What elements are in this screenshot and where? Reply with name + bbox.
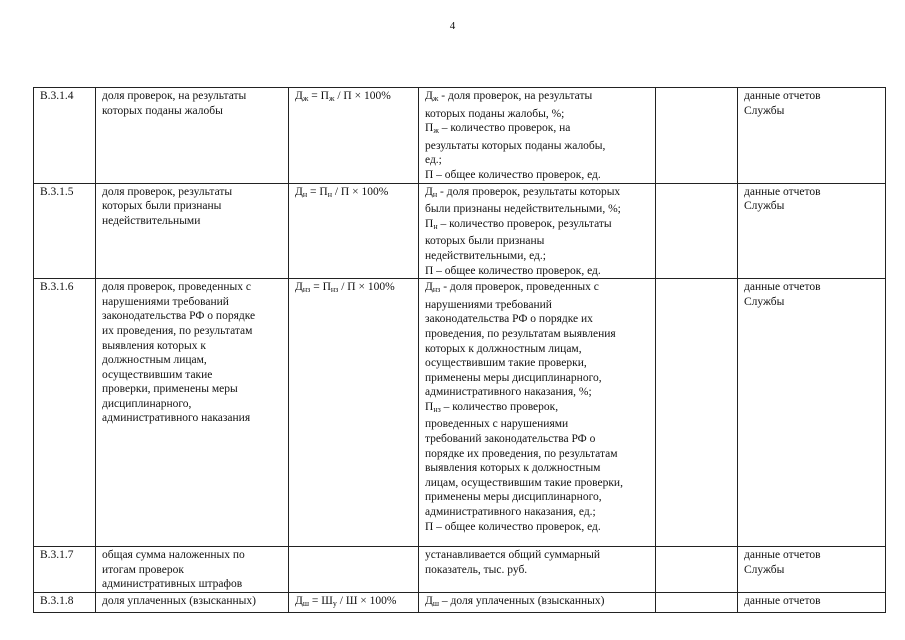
indicator-name-line: которых были признаны — [102, 200, 222, 213]
indicator-code: В.3.1.4 — [40, 90, 74, 102]
formula-lhs-subscript: н — [302, 189, 308, 199]
source-cell — [738, 593, 886, 613]
source-line: Службы — [744, 200, 785, 213]
definition-text: – количество проверок, — [440, 400, 559, 413]
formula-equals: = — [307, 185, 320, 198]
formula-rhs-subscript: нз — [330, 285, 339, 295]
source-line: Службы — [744, 295, 785, 308]
definition-symbol: П — [425, 400, 434, 413]
indicator-name-line: выявления которых к — [102, 339, 206, 352]
formula-rhs: П — [322, 281, 331, 294]
definition-cell — [419, 183, 656, 279]
definition-line — [425, 520, 651, 535]
source-line: данные отчетов — [744, 595, 821, 608]
definition-text: которых были признаны — [425, 235, 545, 248]
definition-line — [425, 153, 651, 168]
definition-line — [425, 327, 651, 342]
indicator-code-cell — [34, 88, 96, 184]
definition-text: П – общее количество проверок, ед. — [425, 264, 601, 277]
formula-rhs: П — [319, 185, 328, 198]
table-row — [34, 279, 886, 547]
indicator-name-line: осуществившим такие — [102, 368, 213, 381]
indicator-name-line: итогам проверок — [102, 563, 184, 576]
formula-rhs-subscript: н — [327, 189, 332, 199]
indicator-name-line: дисциплинарного, — [102, 397, 192, 410]
definition-line — [425, 121, 651, 139]
indicator-name-line: которых поданы жалобы — [102, 104, 223, 117]
definition-line — [425, 249, 651, 264]
definition-line — [425, 400, 651, 418]
formula-lhs: Д — [295, 281, 303, 294]
definition-text: применены меры дисциплинарного, — [425, 491, 602, 504]
definition-line — [425, 139, 651, 154]
formula-lhs-subscript: ж — [302, 94, 309, 103]
definition-line — [425, 417, 651, 432]
definition-text: ед.; — [425, 154, 442, 167]
definition-cell — [419, 88, 656, 184]
indicator-code: В.3.1.8 — [40, 595, 74, 608]
source-line: Службы — [744, 563, 785, 576]
extra-cell — [656, 88, 738, 184]
definition-cell — [419, 593, 656, 613]
indicator-code-cell — [34, 279, 96, 547]
definition-symbol-subscript: ш — [432, 599, 440, 609]
definition-line — [425, 461, 651, 476]
formula-lhs-subscript: нз — [302, 285, 311, 295]
definition-line — [425, 298, 651, 313]
source-line: данные отчетов — [744, 185, 821, 198]
definition-text: устанавливается общий суммарный — [425, 549, 601, 562]
source-cell — [738, 183, 886, 279]
table-row — [34, 88, 886, 184]
formula-equals: = — [308, 90, 321, 102]
definition-symbol: Д — [425, 185, 433, 198]
definition-line — [425, 594, 651, 612]
source-cell — [738, 88, 886, 184]
definition-text: законодательства РФ о порядке их — [425, 313, 593, 326]
definition-symbol: Д — [425, 281, 433, 294]
definition-text: нарушениями требований — [425, 298, 552, 311]
formula-rhs-subscript: ж — [328, 94, 335, 103]
source-line: Службы — [744, 104, 785, 117]
indicator-code-cell — [34, 547, 96, 593]
definition-text: требований законодательства РФ о — [425, 433, 596, 446]
indicator-name-line: проверки, применены меры — [102, 383, 238, 396]
indicator-name-line: доля проверок, результаты — [102, 185, 233, 198]
definition-text: были признаны недействительными, %; — [425, 203, 621, 216]
indicator-code-cell — [34, 183, 96, 279]
definition-line — [425, 505, 651, 520]
definition-symbol-subscript: н — [432, 189, 438, 199]
formula-equals: = — [310, 281, 323, 294]
definition-line — [425, 563, 651, 578]
formula-rest: / П × 100% — [331, 185, 389, 198]
indicator-name-line: общая сумма наложенных по — [102, 549, 245, 562]
indicator-name-line: их проведения, по результатам — [102, 324, 253, 337]
definition-line — [425, 107, 651, 122]
formula-cell — [289, 547, 419, 593]
definition-text: применены меры дисциплинарного, — [425, 371, 602, 384]
indicator-name-line: административных штрафов — [102, 578, 243, 591]
formula-cell — [289, 593, 419, 613]
definition-text: осуществившим такие проверки, — [425, 357, 587, 370]
definition-text: недействительными, ед.; — [425, 249, 546, 262]
definition-line — [425, 356, 651, 371]
formula-cell — [289, 279, 419, 547]
indicator-name-line: административного наказания — [102, 412, 251, 425]
definition-cell — [419, 279, 656, 547]
formula-equals: = — [309, 595, 322, 608]
definition-text: которых к должностным лицам, — [425, 342, 582, 355]
definition-text: – количество проверок, на — [438, 122, 571, 135]
indicator-code: В.3.1.7 — [40, 549, 74, 562]
formula-lhs-subscript: ш — [302, 599, 310, 609]
definition-line — [425, 548, 651, 563]
formula-lhs: Д — [295, 185, 303, 198]
source-line: данные отчетов — [744, 549, 821, 562]
indicator-name-line: должностным лицам, — [102, 354, 207, 367]
indicator-name-line: недействительными — [102, 214, 201, 227]
definition-line — [425, 217, 651, 235]
definition-text: показатель, тыс. руб. — [425, 563, 528, 576]
definition-text: – доля уплаченных (взысканных) — [439, 595, 605, 608]
definition-symbol-subscript: н — [433, 221, 438, 231]
formula-rhs-subscript: у — [332, 599, 337, 609]
definition-symbol: Д — [425, 595, 433, 608]
definition-line — [425, 371, 651, 386]
formula-cell — [289, 183, 419, 279]
definition-text: проведенных с нарушениями — [425, 418, 569, 431]
formula-rest: / П × 100% — [334, 90, 391, 102]
extra-cell — [656, 183, 738, 279]
definition-symbol: Д — [425, 90, 433, 102]
formula-rest: / П × 100% — [338, 281, 395, 294]
definition-line — [425, 280, 651, 298]
formula-lhs: Д — [295, 90, 303, 102]
definition-text: выявления которых к должностным — [425, 462, 601, 475]
definition-text: - доля проверок, проведенных с — [440, 281, 599, 294]
definition-text: административного наказания, %; — [425, 386, 592, 399]
definition-text: - доля проверок, результаты которых — [437, 185, 621, 198]
indicator-name-line: доля проверок, проведенных с — [102, 281, 252, 294]
definition-line — [425, 385, 651, 400]
definition-symbol: П — [425, 122, 434, 135]
definition-text: - доля проверок, на результаты — [438, 90, 593, 102]
definition-text: административного наказания, ед.; — [425, 506, 596, 519]
indicators-table — [33, 87, 886, 613]
formula-rest: / Ш × 100% — [336, 595, 397, 608]
definition-line — [425, 234, 651, 249]
indicators-table-body — [34, 88, 886, 613]
extra-cell — [656, 593, 738, 613]
definition-line — [425, 202, 651, 217]
formula-cell — [289, 88, 419, 184]
definition-line — [425, 342, 651, 357]
table-row — [34, 593, 886, 613]
extra-cell — [656, 279, 738, 547]
indicator-code-cell — [34, 593, 96, 613]
definition-line — [425, 447, 651, 462]
extra-cell — [656, 547, 738, 593]
definition-line — [425, 432, 651, 447]
definition-cell — [419, 547, 656, 593]
definition-line — [425, 490, 651, 505]
indicator-name-cell — [96, 547, 289, 593]
indicator-code: В.3.1.6 — [40, 281, 74, 294]
source-cell — [738, 279, 886, 547]
indicator-name-cell — [96, 279, 289, 547]
formula-rhs: П — [320, 90, 329, 102]
page-number: 4 — [449, 20, 456, 32]
definition-line — [425, 168, 651, 183]
indicator-name-cell — [96, 88, 289, 184]
source-line: данные отчетов — [744, 281, 821, 294]
definition-text: проведения, по результатам выявления — [425, 327, 616, 340]
definition-text: П – общее количество проверок, ед. — [425, 520, 601, 533]
formula-rhs: Ш — [321, 595, 333, 608]
definition-line — [425, 476, 651, 491]
indicator-name-line: доля проверок, на результаты — [102, 90, 247, 102]
definition-text: порядке их проведения, по результатам — [425, 447, 618, 460]
source-line: данные отчетов — [744, 90, 821, 102]
definition-symbol-subscript: нз — [432, 285, 441, 295]
definition-symbol: П — [425, 217, 434, 230]
definition-text: результаты которых поданы жалобы, — [425, 139, 606, 152]
indicator-name-line: законодательства РФ о порядке — [102, 310, 256, 323]
indicator-name-line: нарушениями требований — [102, 295, 229, 308]
definition-text: которых поданы жалобы, %; — [425, 107, 565, 120]
indicator-name-line: доля уплаченных (взысканных) — [102, 595, 256, 608]
definition-line — [425, 89, 651, 107]
indicator-name-cell — [96, 593, 289, 613]
indicator-name-cell — [96, 183, 289, 279]
definition-symbol-subscript: нз — [433, 404, 441, 414]
definition-symbol-subscript: ж — [433, 126, 439, 136]
source-cell — [738, 547, 886, 593]
definition-line — [425, 312, 651, 327]
definition-text: – количество проверок, результаты — [437, 217, 612, 230]
definition-text: П – общее количество проверок, ед. — [425, 168, 601, 181]
definition-text: лицам, осуществившим такие проверки, — [425, 476, 623, 489]
definition-line — [425, 264, 651, 279]
formula-lhs: Д — [295, 595, 303, 608]
definition-symbol-subscript: ж — [432, 94, 439, 103]
table-row — [34, 547, 886, 593]
indicator-code: В.3.1.5 — [40, 185, 74, 198]
table-row — [34, 183, 886, 279]
definition-line — [425, 185, 651, 203]
